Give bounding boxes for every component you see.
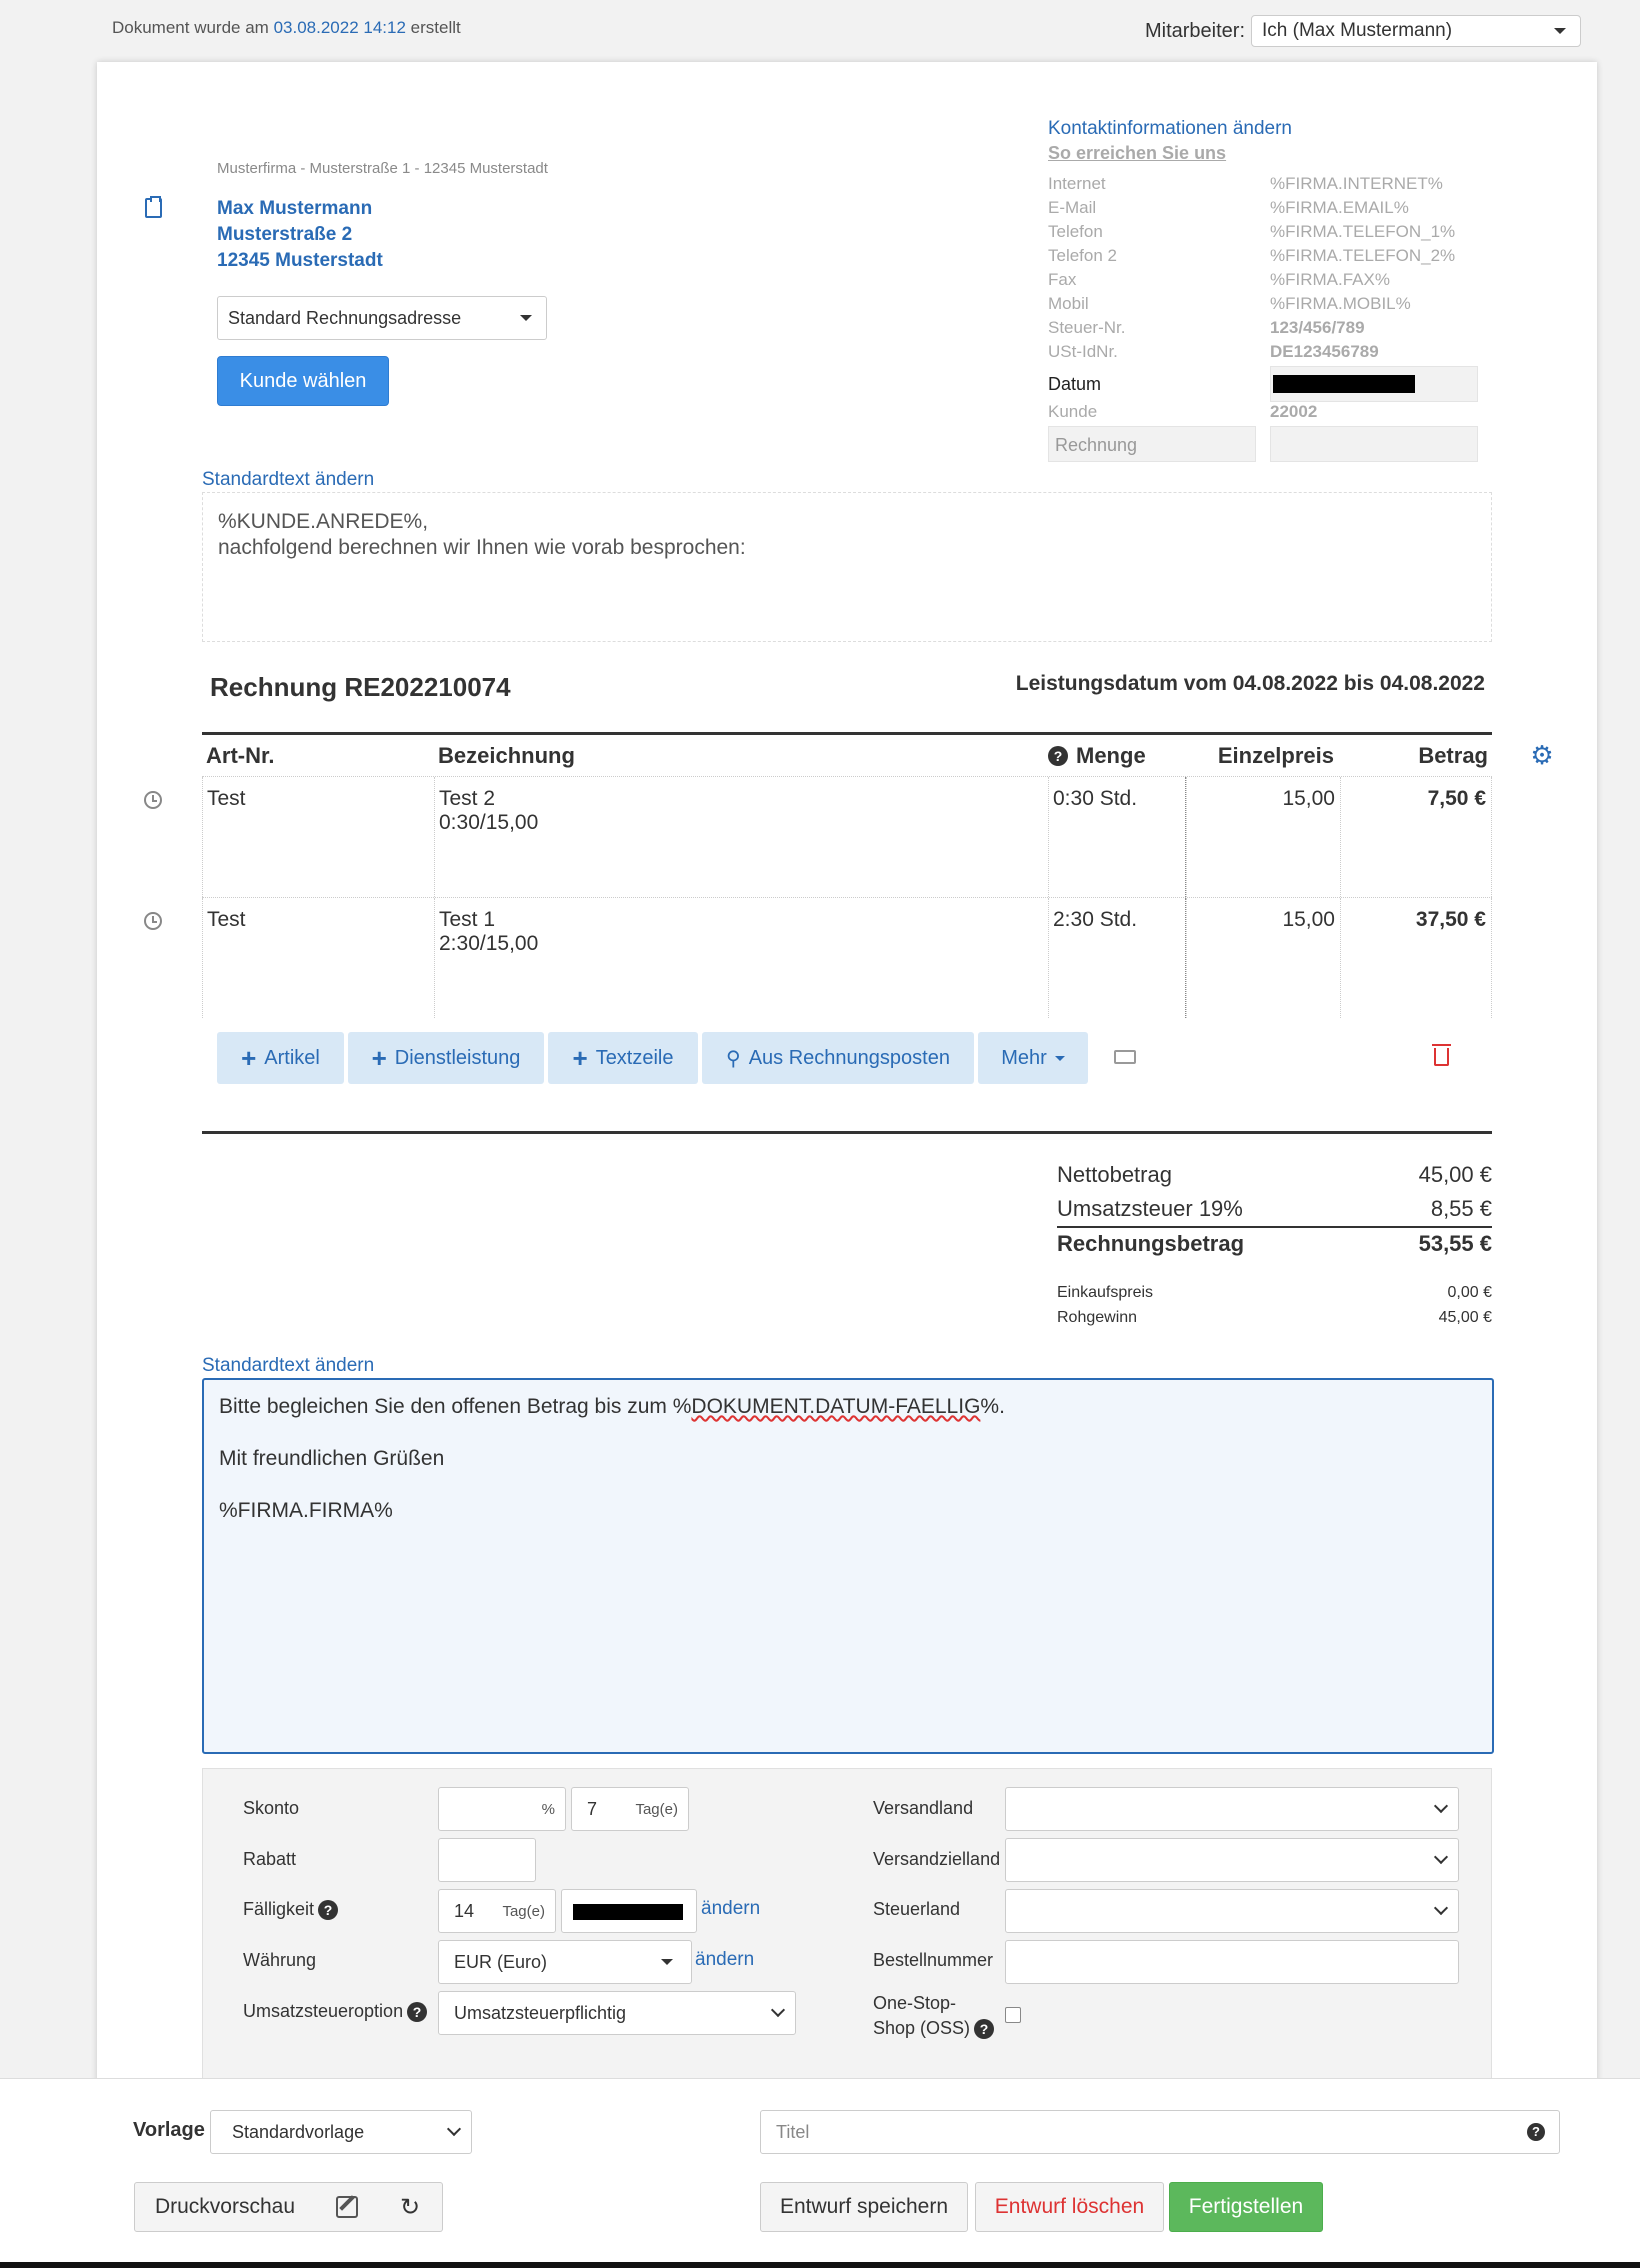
date-row [1048,366,1478,402]
shipping-country-select[interactable] [1005,1787,1459,1831]
tax-country-select[interactable] [1005,1889,1459,1933]
add-article-button[interactable]: + Artikel [217,1032,344,1084]
discount-percent-input[interactable]: % [438,1787,566,1831]
customer-number-row: Kunde 22002 [1048,402,1318,421]
clipboard-icon[interactable] [145,198,162,218]
order-number-input[interactable] [1005,1940,1459,1984]
top-bar [0,0,1640,62]
sender-line: Musterfirma - Musterstraße 1 - 12345 Musterstadt [217,160,548,177]
table-header: Art-Nr. Bezeichnung ? Menge Einzelpreis Betrag [202,732,1492,776]
purchase-price-row: Einkaufspreis 0,00 € [1057,1283,1492,1301]
contact-row: Fax %FIRMA.FAX% [1048,270,1390,289]
change-due-date-link[interactable]: ändern [701,1898,761,1919]
footer-toolbar [0,2078,1640,2268]
caret-down-icon [520,315,532,321]
clock-icon[interactable] [144,912,162,930]
rebate-input[interactable] [438,1838,536,1882]
vat-option-select[interactable]: Umsatzsteuerpflichtig [438,1991,796,2035]
edit-button[interactable] [315,2182,379,2232]
contact-info-list [1048,172,1478,364]
caret-down-icon [1554,28,1566,34]
help-icon[interactable]: ? [1527,2123,1545,2141]
help-icon[interactable]: ? [1048,746,1068,766]
gross-profit-row: Rohgewinn 45,00 € [1057,1308,1492,1326]
currency-select[interactable]: EUR (Euro) [438,1940,692,1984]
add-text-line-button[interactable]: + Textzeile [548,1032,698,1084]
extra-field[interactable] [1270,426,1478,462]
gear-icon[interactable]: ⚙ [1530,740,1554,770]
employee-label: Mitarbeiter: [1144,19,1245,42]
table-row[interactable]: Test Test 1 2:30/15,00 2:30 Std. 15,00 37,50 € [202,897,1492,1018]
created-datetime-link[interactable]: 03.08.2022 14:12 [273,18,406,37]
oss-checkbox[interactable] [1005,2007,1021,2023]
invoice-title[interactable]: Rechnung RE202210074 [210,672,511,702]
totals-summary [1057,1158,1492,1330]
date-input[interactable] [1270,366,1478,402]
plus-icon: + [371,1043,387,1073]
title-input[interactable]: Titel ? [760,2110,1560,2154]
destination-country-select[interactable] [1005,1838,1459,1882]
chevron-down-icon [1434,1850,1448,1864]
divider [202,1131,1492,1134]
contact-row: Mobil %FIRMA.MOBIL% [1048,294,1411,313]
finish-button[interactable]: Fertigstellen [1169,2182,1323,2232]
contact-row: Telefon 2 %FIRMA.TELEFON_2% [1048,246,1456,265]
chevron-down-icon [771,2003,785,2017]
edit-icon [336,2196,358,2218]
plus-icon: + [572,1043,588,1073]
delete-draft-button[interactable]: Entwurf löschen [975,2182,1164,2232]
due-days-input[interactable]: 14 Tag(e) [438,1889,556,1933]
grand-total-row: Rechnungsbetrag 53,55 € [1057,1226,1492,1260]
contact-row: USt-IdNr. DE123456789 [1048,342,1379,361]
print-preview-button[interactable]: Druckvorschau [134,2182,316,2232]
intro-text-area[interactable]: %KUNDE.ANREDE%, nachfolgend berechnen wir Ihnen wie vorab besprochen: [202,492,1492,642]
refresh-button[interactable] [378,2182,443,2232]
contact-row: Internet %FIRMA.INTERNET% [1048,174,1443,193]
save-draft-button[interactable]: Entwurf speichern [760,2182,968,2232]
address-type-select[interactable]: Standard Rechnungsadresse [217,296,547,340]
created-info: Dokument wurde am 03.08.2022 14:12 erstellt [112,18,461,37]
document-options-panel: Skonto % 7 Tag(e) Rabatt Fälligkeit ? 14 Tag(e) ändern Währung EUR (Euro) ändern Umsatzsteueroption ? Umsatzsteuerpflichtig Versandland Versandzielland Steuerland Bestellnummer One-Stop- Shop (OSS) ? [202,1768,1492,2092]
help-icon[interactable]: ? [407,2002,427,2022]
bottom-edge [0,2262,1640,2268]
change-contact-info-link[interactable]: Kontaktinformationen ändern [1048,118,1292,139]
add-service-button[interactable]: + Dienstleistung [348,1032,544,1084]
recipient-address[interactable]: Max Mustermann Musterstraße 2 12345 Musterstadt [217,198,383,271]
template-select[interactable]: Standardvorlage [210,2110,472,2154]
discount-days-input[interactable]: 7 Tag(e) [571,1787,689,1831]
keyboard-icon[interactable] [1114,1050,1136,1064]
change-outro-text-link[interactable]: Standardtext ändern [202,1355,375,1376]
table-row[interactable]: Test Test 2 0:30/15,00 0:30 Std. 15,00 7,50 € [202,776,1492,897]
employee-select[interactable]: Ich (Max Mustermann) [1251,15,1581,47]
caret-down-icon [661,1959,673,1965]
contact-subtitle: So erreichen Sie uns [1048,143,1227,163]
change-intro-text-link[interactable]: Standardtext ändern [202,469,375,490]
net-amount-row: Nettobetrag 45,00 € [1057,1162,1492,1187]
contact-row: Telefon %FIRMA.TELEFON_1% [1048,222,1456,241]
caret-down-icon [1055,1056,1065,1061]
vat-row: Umsatzsteuer 19% 8,55 € [1057,1196,1492,1221]
due-date-input[interactable] [561,1889,697,1933]
contact-row: E-Mail %FIRMA.EMAIL% [1048,198,1409,217]
from-invoice-items-button[interactable]: ⚲ Aus Rechnungsposten [702,1032,974,1084]
change-currency-link[interactable]: ändern [695,1949,755,1970]
outro-text-editor[interactable]: Bitte begleichen Sie den offenen Betrag bis zum %DOKUMENT.DATUM-FAELLIG%. Mit freundlichen Grüßen %FIRMA.FIRMA% [202,1378,1494,1754]
clock-icon[interactable] [144,791,162,809]
redacted-date [1273,375,1415,393]
trash-icon[interactable] [1434,1048,1449,1066]
search-icon: ⚲ [726,1047,741,1070]
chevron-down-icon [447,2122,461,2136]
help-icon[interactable]: ? [974,2019,994,2039]
chevron-down-icon [1434,1799,1448,1813]
help-icon[interactable]: ? [318,1900,338,1920]
performance-date[interactable]: Leistungsdatum vom 04.08.2022 bis 04.08.2022 [1015,672,1485,695]
date-label: Datum [1048,373,1102,394]
document-type-field[interactable]: Rechnung [1048,426,1256,462]
template-label: Vorlage [133,2119,205,2141]
item-actions [217,1032,1088,1084]
contact-row: Steuer-Nr. 123/456/789 [1048,318,1365,337]
items-table [202,732,1492,1018]
more-dropdown-button[interactable]: Mehr [978,1032,1088,1084]
chevron-down-icon [1434,1901,1448,1915]
employee-picker [1145,15,1581,47]
choose-customer-button[interactable]: Kunde wählen [217,356,389,406]
refresh-icon: ↻ [399,2193,421,2221]
plus-icon: + [241,1043,257,1073]
redacted-due-date [573,1904,683,1920]
